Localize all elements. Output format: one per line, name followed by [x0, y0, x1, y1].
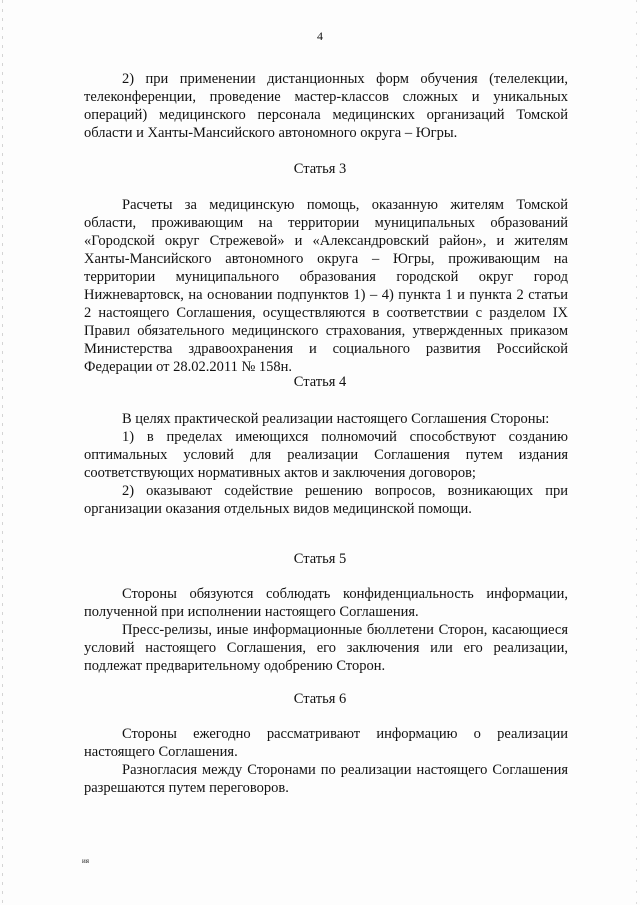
article-3-paragraph-1: Расчеты за медицинскую помощь, оказанную жителям Томской области, проживающим на территории муниципальных образований «Городской округ Стрежевой» и «Александровский район», и жителям Ханты-Мансийского автономного округа – Югры, проживающим на территории муниципального образования городской округ город Нижневартовск, на основании подпунктов 1) – 4) пункта 1 и пункта 2 статьи 2 настоящего Соглашения, осуществляются в соответствии с разделом IX Правил обязательного медицинского страхования, утвержденных приказом Министерства здравоохранения и социального развития Российской Федерации от 28.02.2011 № 158н.: [84, 197, 568, 375]
article-6-heading: Статья 6: [293, 691, 347, 707]
article-4-heading: Статья 4: [293, 374, 347, 390]
scan-edge-left: [2, 0, 3, 905]
footer-mark: ия: [82, 857, 89, 865]
intro-section: [84, 70, 568, 142]
article-4-paragraph-2: 1) в пределах имеющихся полномочий способствуют созданию оптимальных условий для реализации Соглашения путем издания соответствующих нормативных актов и заключения договоров;: [84, 429, 568, 481]
article-5-heading: Статья 5: [293, 551, 347, 567]
article-5-body: [84, 585, 568, 675]
article-5-paragraph-2: Пресс-релизы, иные информационные бюллетени Сторон, касающиеся условий настоящего Соглашения, его заключения или его реализации, подлежат предварительному одобрению Сторон.: [84, 622, 568, 674]
article-6-paragraph-2: Разногласия между Сторонами по реализации настоящего Соглашения разрешаются путем переговоров.: [84, 762, 568, 796]
article-3-body: [84, 196, 568, 376]
article-6-body: [84, 725, 568, 797]
scan-edge-right: [636, 0, 637, 905]
article-3-heading: Статья 3: [293, 161, 347, 177]
article-4-paragraph-3: 2) оказывают содействие решению вопросов, возникающих при организации оказания отдельных видов медицинской помощи.: [84, 483, 568, 517]
article-4-body: [84, 410, 568, 518]
article-6-paragraph-1: Стороны ежегодно рассматривают информацию о реализации настоящего Соглашения.: [84, 726, 568, 760]
article-5-paragraph-1: Стороны обязуются соблюдать конфиденциальность информации, полученной при исполнении настоящего Соглашения.: [84, 586, 568, 620]
page-number: 4: [317, 29, 323, 43]
article-4-paragraph-1: В целях практической реализации настоящего Соглашения Стороны:: [122, 411, 550, 427]
intro-paragraph: 2) при применении дистанционных форм обучения (телелекции, телеконференции, проведение мастер-классов сложных и уникальных операций) медицинского персонала медицинских организаций Томской области и Ханты-Мансийского автономного округа – Югры.: [84, 71, 568, 141]
